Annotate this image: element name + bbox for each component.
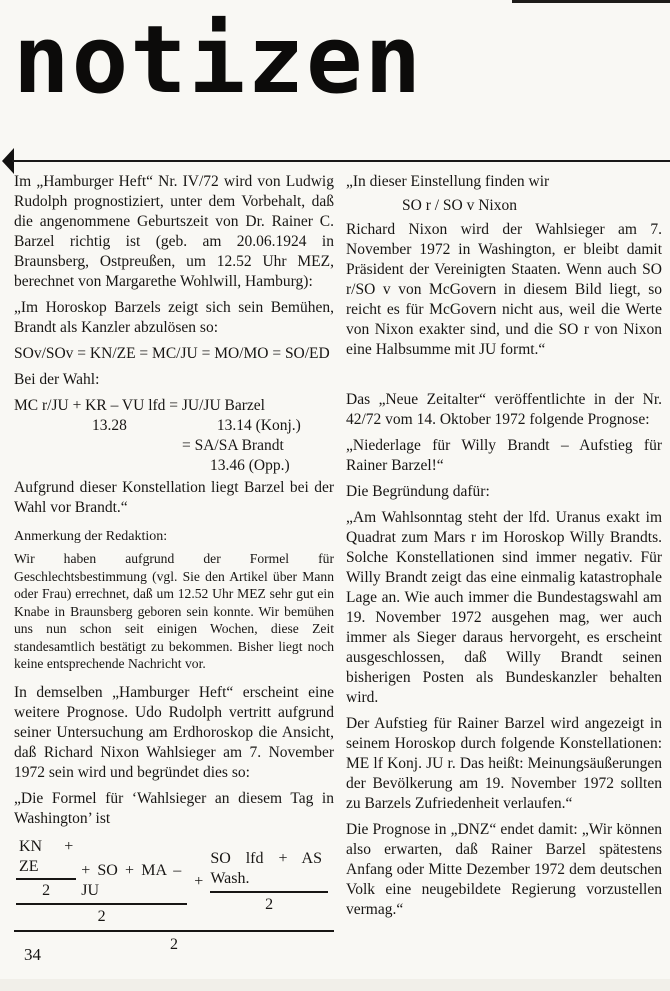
wahlsieger-formula [14, 837, 334, 955]
paragraph-horoskop-barzel: „Im Horoskop Barzels zeigt sich sein Bemühen, Brandt als Kanzler abzulösen so: [14, 299, 334, 336]
paragraph-nixon-wahlsieger: Richard Nixon wird der Wahlsieger am 7. November 1972 in Washington, er bleibt damit Präsident der Vereinigten Staaten. Wenn auch SO r/SO v von McGovern in diesem Bild liegt, so reicht es für McGovern nicht aus, weil die Werte von Nixon exakter sind, und die SO r von Nixon eine Halbsumme mit JU formt.“ [346, 221, 662, 358]
wahl-value-1314: 13.14 (Konj.) [216, 417, 301, 434]
paragraph-aufstieg-barzel: Der Aufstieg für Rainer Barzel wird angezeigt in seinem Horoskop durch folgende Konstellationen: ME lf Konj. JU r. Das heißt: Meinungsäußerungen der Bevölkerung am 19. November 1972 sollten zu Barzels Zufriedenheit verlaufen.“ [346, 715, 662, 812]
wahl-equation-block [14, 396, 334, 476]
wahl-label: Bei der Wahl: [14, 371, 100, 388]
formula-inner-denominator: 2 [16, 878, 76, 901]
paragraph-begruendung: Die Begründung dafür: [346, 483, 490, 500]
paragraph-einstellung: „In dieser Einstellung finden wir [346, 173, 550, 190]
paragraph-weitere-prognose: In demselben „Hamburger Heft“ erscheint eine weitere Prognose. Udo Rudolph vertritt aufgrund seiner Untersuchung am Erdhoroskop die Ansicht, daß Richard Nixon Wahlsieger am 7. November 1972 sein wird und begründet dies so: [14, 683, 334, 781]
formula-inner-numerator: KN + ZE [19, 837, 74, 875]
section-gap [346, 366, 662, 390]
formula-outer-numerator [14, 837, 334, 930]
paragraph-hamburger-heft: Im „Hamburger Heft“ Nr. IV/72 wird von Ludwig Rudolph prognostiziert, unter dem Vorbehalt, daß die angenommene Geburtszeit von Dr. Rainer C. Barzel richtig ist (geb. am 20.06.1924 in Braunsberg, Ostpreußen, um 12.52 Uhr MEZ, berechnet von Margarethe Wohlwill, Hamburg): [14, 173, 334, 290]
formula-mid-numerator [16, 837, 187, 903]
formula-right-numerator: SO lfd + AS Wash. [210, 849, 322, 887]
paragraph-formel-intro: „Die Formel für ‘Wahlsieger an diesem Tag in Washington’ ist [14, 789, 334, 827]
masthead [13, 6, 424, 115]
section-divider [2, 147, 670, 175]
wahl-line-1: MC r/JU + KR – VU lfd = JU/JU Barzel [14, 397, 265, 414]
paragraph-niederlage: „Niederlage für Willy Brandt – Aufstieg für Rainer Barzel!“ [346, 437, 662, 474]
formula-mid-terms: + SO + MA – JU [81, 861, 182, 899]
formula-mid-fraction [16, 837, 187, 927]
formula-mid-denominator: 2 [16, 903, 187, 927]
wahl-line-3: = SA/SA Brandt [182, 437, 284, 454]
wahl-line-4: 13.46 (Opp.) [210, 457, 290, 474]
paragraph-wahlsonntag: „Am Wahlsonntag steht der lfd. Uranus exakt im Quadrat zum Mars r im Horoskop Willy Brandts. Solche Konstellationen sind immer negativ. Für Willy Brandt zeigt das eine einmalig katastrophale Lage an. Wie auch immer die Bundestagswahl am 19. November 1972 ausgehen mag, wer auch immer als Sieger daraus hervorgeht, es erscheint ausgeschlossen, daß Willy Brandt seinen bisherigen Posten als Bundeskanzler behalten wird. [346, 509, 662, 706]
page-number: 34 [24, 945, 41, 964]
page-title: notizen [13, 6, 424, 115]
paragraph-dnz-prognose: Die Prognose in „DNZ“ endet damit: „Wir können also erwarten, daß Rainer Barzel spätestens Anfang oder Mitte Dezember 1972 dem deutschen Volk eine neugebildete Regierung vorzustellen vermag.“ [346, 821, 662, 918]
paragraph-konstellation: Aufgrund dieser Konstellation liegt Barzel bei der Wahl vor Brandt.“ [14, 479, 334, 516]
left-column [14, 172, 334, 955]
two-column-body [14, 172, 662, 955]
wahl-value-1328: 13.28 [92, 417, 127, 434]
equation-sov: SOv/SOv = KN/ZE = MC/JU = MO/MO = SO/ED [14, 345, 330, 362]
editorial-note-text: Wir haben aufgrund der Formel für Geschlechtsbestimmung (vgl. Sie den Artikel über Mann oder Frau) errechnet, daß um 12.52 Uhr MEZ sehr gut ein Knabe in Braunsberg geboren sein konnte. Wir bemühen uns nun schon seit einigen Wochen, diese Zeit standesamtlich bestätigt zu bekommen. Bisher liegt noch keine entsprechende Nachricht vor. [14, 551, 334, 671]
formula-inner-fraction [16, 837, 76, 901]
bottom-scan-band [0, 979, 670, 991]
so-nixon-line: SO r / SO v Nixon [402, 197, 517, 214]
editorial-note-heading: Anmerkung der Redaktion: [14, 529, 168, 544]
divider-line [12, 160, 670, 162]
paragraph-neue-zeitalter: Das „Neue Zeitalter“ veröffentlichte in der Nr. 42/72 vom 14. Oktober 1972 folgende Prognose: [346, 391, 662, 428]
formula-outer-denominator: 2 [14, 930, 334, 955]
right-column [346, 172, 662, 955]
formula-outer-fraction [14, 837, 334, 955]
formula-right-denominator: 2 [210, 891, 328, 915]
formula-right-fraction [210, 849, 328, 915]
top-edge-rule [512, 0, 670, 3]
wahl-line-2 [14, 416, 334, 436]
formula-plus-operator: + [194, 872, 204, 890]
